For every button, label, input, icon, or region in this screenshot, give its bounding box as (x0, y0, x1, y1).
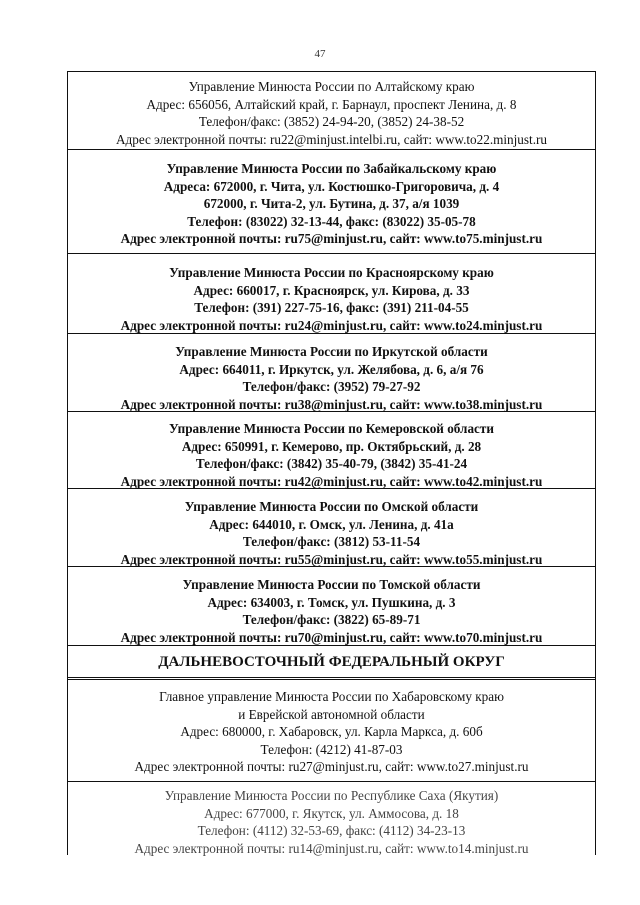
entry-email: Адрес электронной почты: ru14@minjust.ru, сайт: www.to14.minjust.ru (134, 840, 529, 856)
entry-address: Адрес: 664011, г. Иркутск, ул. Желябова, д. 6, а/я 76 (179, 361, 484, 377)
entry-email: Адрес электронной почты: ru42@minjust.ru, сайт: www.to42.minjust.ru (120, 473, 543, 489)
entry-title: Управление Минюста России по Алтайскому краю (188, 79, 475, 94)
contacts-table (67, 71, 596, 855)
entry-phone: Телефон/факс: (3842) 35-40-79, (3842) 35-41-24 (195, 456, 468, 472)
entry-phone: Телефон/факс: (3812) 53-11-54 (242, 534, 421, 550)
entry-title: Главное управление Минюста России по Хабаровскому краю (159, 689, 504, 704)
entry-khabarovsk (68, 680, 595, 782)
entry-title: Управление Минюста России по Томской области (182, 577, 481, 592)
entry-email: Адрес электронной почты: ru24@minjust.ru, сайт: www.to24.minjust.ru (120, 317, 543, 333)
entry-email: Адрес электронной почты: ru55@minjust.ru, сайт: www.to55.minjust.ru (120, 551, 543, 567)
entry-yakutia (68, 782, 595, 855)
entry-title: Управление Минюста России по Забайкальскому краю (166, 161, 497, 176)
entry-title: Управление Минюста России по Республике Саха (Якутия) (164, 788, 499, 803)
entry-altai (68, 72, 595, 150)
page-number: 47 (314, 48, 326, 60)
entry-address: Адрес: 650991, г. Кемерово, пр. Октябрьский, д. 28 (181, 438, 482, 454)
entry-address: Адрес: 660017, г. Красноярск, ул. Кирова, д. 33 (193, 282, 470, 298)
entry-title-2: и Еврейской автономной области (238, 706, 425, 722)
entry-email: Адрес электронной почты: ru38@minjust.ru, сайт: www.to38.minjust.ru (120, 396, 543, 412)
entry-address: Адрес: 680000, г. Хабаровск, ул. Карла Маркса, д. 60б (180, 724, 483, 740)
entry-email: Адрес электронной почты: ru70@minjust.ru, сайт: www.to70.minjust.ru (120, 629, 543, 645)
entry-phone: Телефон: (391) 227-75-16, факс: (391) 211-04-55 (194, 300, 469, 316)
entry-email: Адрес электронной почты: ru27@minjust.ru, сайт: www.to27.minjust.ru (134, 759, 529, 775)
district-heading: ДАЛЬНЕВОСТОЧНЫЙ ФЕДЕРАЛЬНЫЙ ОКРУГ (68, 646, 595, 680)
entry-phone: Телефон: (83022) 32-13-44, факс: (83022) 35-05-78 (187, 213, 476, 229)
entry-zabaikalsky (68, 150, 595, 254)
entry-phone: Телефон/факс: (3952) 79-27-92 (242, 379, 421, 395)
entry-phone: Телефон/факс: (3852) 24-94-20, (3852) 24-38-52 (198, 114, 465, 130)
entry-title: Управление Минюста России по Красноярскому краю (169, 265, 494, 280)
entry-email: Адрес электронной почты: ru22@minjust.intelbi.ru, сайт: www.to22.minjust.ru (116, 131, 547, 147)
entry-email: Адрес электронной почты: ru75@minjust.ru, сайт: www.to75.minjust.ru (120, 231, 543, 247)
entry-phone: Телефон: (4212) 41-87-03 (260, 741, 403, 757)
entry-address: Адрес: 656056, Алтайский край, г. Барнаул, проспект Ленина, д. 8 (146, 96, 517, 112)
entry-address: Адрес: 677000, г. Якутск, ул. Аммосова, д. 18 (204, 805, 459, 821)
entry-address: Адрес: 644010, г. Омск, ул. Ленина, д. 41а (209, 516, 454, 532)
entry-phone: Телефон: (4112) 32-53-69, факс: (4112) 34-23-13 (197, 823, 466, 839)
entry-phone: Телефон/факс: (3822) 65-89-71 (242, 612, 421, 628)
entry-address: Адреса: 672000, г. Чита, ул. Костюшко-Григоровича, д. 4 (163, 178, 500, 194)
entry-omsk (68, 489, 595, 567)
entry-tomsk (68, 567, 595, 646)
entry-irkutsk (68, 334, 595, 412)
entry-title: Управление Минюста России по Кемеровской области (169, 421, 494, 436)
entry-kemerovo (68, 412, 595, 489)
entry-address-2: 672000, г. Чита-2, ул. Бутина, д. 37, а/я 1039 (203, 196, 460, 212)
entry-address: Адрес: 634003, г. Томск, ул. Пушкина, д. 3 (207, 594, 456, 610)
entry-title: Управление Минюста России по Иркутской области (175, 344, 488, 359)
entry-krasnoyarsk (68, 254, 595, 334)
entry-title: Управление Минюста России по Омской области (184, 499, 479, 514)
